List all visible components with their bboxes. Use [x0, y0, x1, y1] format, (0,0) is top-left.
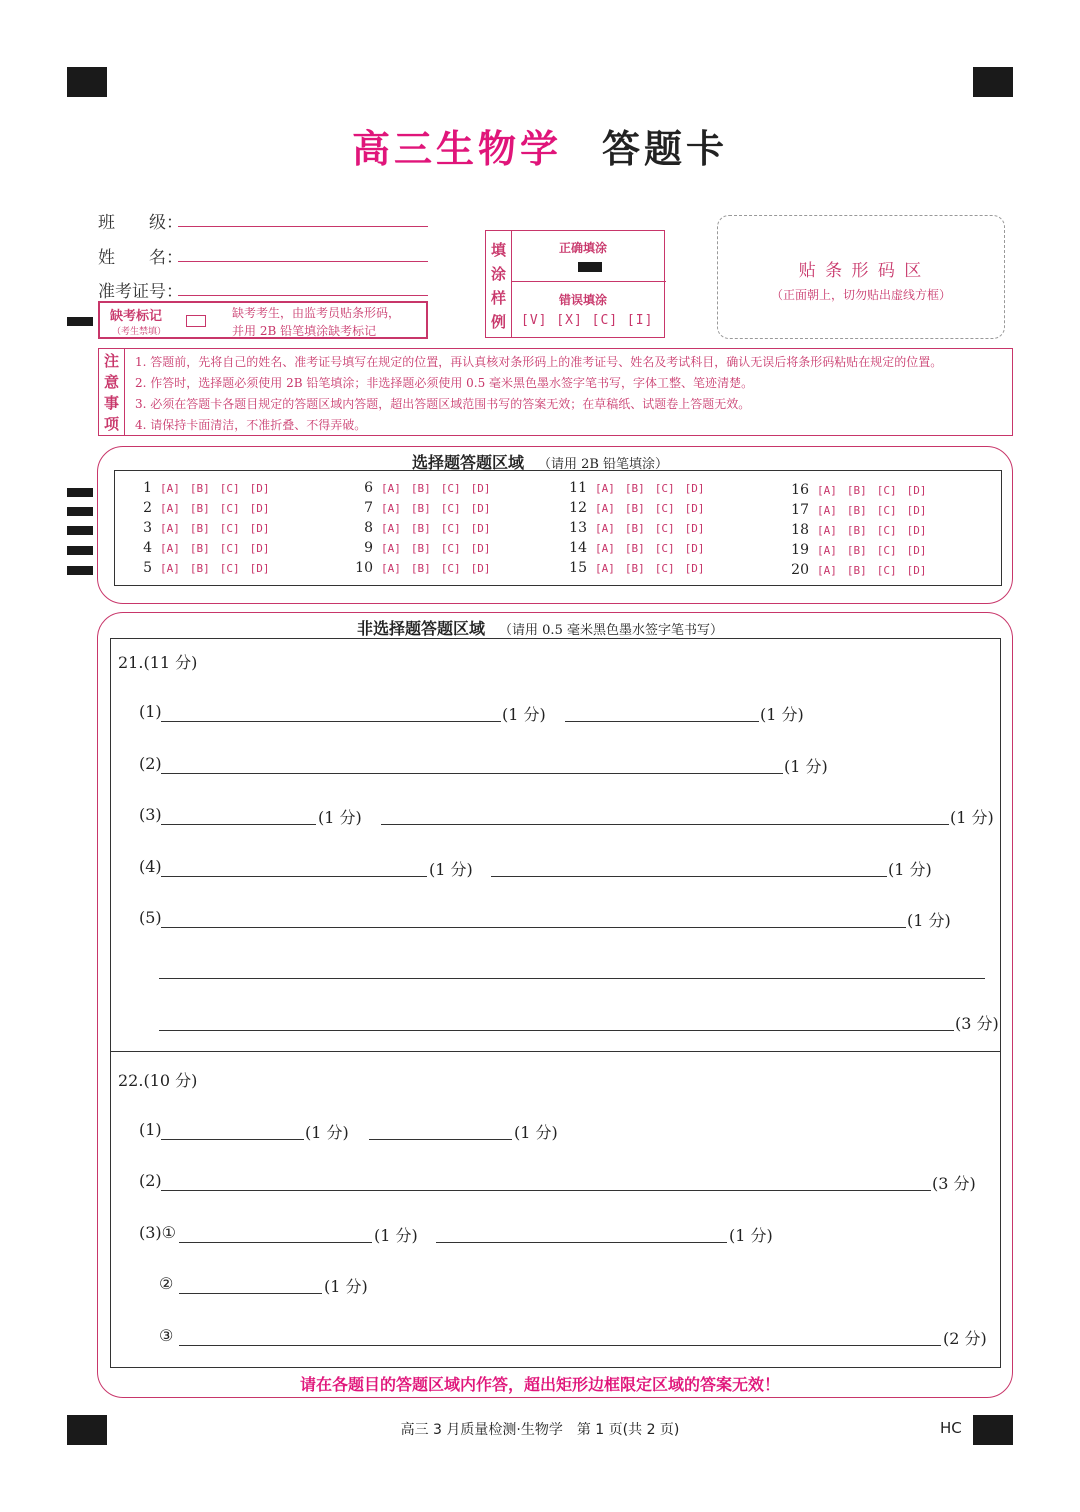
mc-option-bubble[interactable]: [C] — [219, 482, 240, 495]
mc-option-bubble[interactable]: [D] — [906, 504, 927, 517]
mc-question-number: 12 — [569, 500, 587, 516]
note-item-2: 2. 作答时，选择题必须使用 2B 铅笔填涂；非选择题必须使用 0.5 毫米黑色墨水签字笔书写，字体工整、笔迹清楚。 — [135, 376, 754, 390]
mc-option-bubble[interactable]: [B] — [410, 522, 431, 535]
mc-option-bubble[interactable]: [A] — [381, 562, 401, 575]
mc-option-bubble[interactable]: [D] — [906, 564, 927, 577]
mc-option-bubble[interactable]: [C] — [440, 502, 461, 515]
timing-mark — [67, 507, 93, 516]
mc-option-bubble[interactable]: [A] — [595, 562, 615, 575]
q22-3-2-label: ② — [159, 1274, 174, 1293]
q22-3-label: (3)① — [139, 1223, 177, 1242]
mc-option-bubble[interactable]: [B] — [189, 562, 210, 575]
q21-5-answer-1[interactable] — [161, 927, 906, 928]
q21-5-answer-3[interactable] — [159, 1030, 954, 1031]
mc-option-bubble[interactable]: [A] — [381, 482, 401, 495]
registration-mark-top-right — [973, 67, 1013, 97]
sample-side-4: 例 — [491, 313, 507, 331]
class-label: 班 级： — [98, 213, 183, 233]
barcode-note: （正面朝上，切勿贴出虚线方框） — [770, 288, 951, 302]
mc-option-bubble[interactable]: [C] — [654, 542, 675, 555]
registration-mark-top-left — [67, 67, 107, 97]
q22-3-1-answer-b[interactable] — [436, 1242, 727, 1243]
mc-question — [130, 560, 280, 576]
mc-question — [787, 482, 937, 498]
notes-side-char: 意 — [103, 373, 119, 391]
mc-option-bubble[interactable]: [D] — [684, 562, 705, 575]
barcode-area — [717, 215, 1005, 339]
mc-option-bubble[interactable]: [C] — [654, 562, 675, 575]
q22-2-answer[interactable] — [161, 1190, 931, 1191]
mc-question — [565, 480, 715, 496]
mc-question-number: 1 — [143, 480, 152, 496]
mc-option-bubble[interactable]: [B] — [846, 544, 867, 557]
q21-4-answer-a[interactable] — [161, 876, 427, 877]
mc-option-bubble[interactable]: [A] — [160, 542, 180, 555]
correct-fill-sample — [578, 262, 602, 272]
q22-heading: 22.(10 分) — [118, 1071, 198, 1090]
mc-option-bubble[interactable]: [B] — [846, 484, 867, 497]
mc-option-bubble[interactable]: [A] — [381, 522, 401, 535]
mc-option-bubble[interactable]: [A] — [595, 542, 615, 555]
mc-option-bubble[interactable]: [B] — [189, 522, 210, 535]
q22-3-3-label: ③ — [159, 1326, 174, 1345]
q21-5-score-b: (3 分) — [955, 1014, 999, 1033]
barcode-title: 贴 条 形 码 区 — [798, 261, 924, 281]
mc-question — [130, 480, 280, 496]
answer-area-warning: 请在各题目的答题区域内作答，超出矩形边框限定区域的答案无效！ — [299, 1375, 780, 1394]
q21-2-label: (2) — [139, 754, 162, 773]
mc-question — [351, 540, 501, 556]
mc-option-bubble[interactable]: [C] — [876, 564, 897, 577]
mc-option-bubble[interactable]: [B] — [624, 482, 645, 495]
mc-option-bubble[interactable]: [C] — [876, 484, 897, 497]
absent-text-2: 并用 2B 铅笔填涂缺考标记 — [232, 324, 377, 338]
absent-checkbox[interactable] — [186, 315, 206, 327]
correct-fill-label: 正确填涂 — [559, 241, 608, 255]
mc-option-bubble[interactable]: [B] — [624, 522, 645, 535]
mc-option-bubble[interactable]: [D] — [249, 502, 270, 515]
q22-3-2-score: (1 分) — [324, 1277, 368, 1296]
mc-option-bubble[interactable]: [C] — [440, 562, 461, 575]
notes-side-char: 注 — [103, 352, 119, 370]
mc-question — [787, 502, 937, 518]
mc-option-bubble[interactable]: [D] — [470, 542, 491, 555]
fill-sample-box — [485, 230, 665, 338]
q21-1-score-a: (1 分) — [502, 705, 546, 724]
mc-option-bubble[interactable]: [A] — [817, 524, 837, 537]
mc-option-bubble[interactable]: [D] — [906, 484, 927, 497]
absent-label: 缺考标记 — [110, 309, 163, 324]
q21-1-label: (1) — [139, 702, 162, 721]
q21-1-answer-a[interactable] — [161, 721, 501, 722]
q21-4-score-a: (1 分) — [429, 860, 473, 879]
q21-5-score-a: (1 分) — [907, 911, 951, 930]
mc-option-bubble[interactable]: [C] — [876, 524, 897, 537]
exam-id-label: 准考证号： — [98, 282, 183, 302]
mc-option-bubble[interactable]: [D] — [470, 502, 491, 515]
mc-option-bubble[interactable]: [C] — [876, 504, 897, 517]
q21-1-score-b: (1 分) — [760, 705, 804, 724]
sample-side-2: 涂 — [491, 265, 507, 283]
mc-option-bubble[interactable]: [D] — [249, 522, 270, 535]
mc-option-bubble[interactable]: [C] — [219, 542, 240, 555]
mc-option-bubble[interactable]: [A] — [817, 484, 837, 497]
mc-question-number: 9 — [364, 540, 373, 556]
mc-option-bubble[interactable]: [C] — [654, 482, 675, 495]
note-item-4: 4. 请保持卡面清洁，不准折叠、不得弄破。 — [135, 418, 367, 432]
mc-option-bubble[interactable]: [D] — [249, 542, 270, 555]
class-input-line[interactable] — [178, 226, 428, 227]
mc-question-number: 13 — [569, 520, 587, 536]
mc-option-bubble[interactable]: [A] — [381, 542, 401, 555]
mc-option-bubble[interactable]: [B] — [189, 542, 210, 555]
mc-question-number: 19 — [791, 542, 809, 558]
mc-option-bubble[interactable]: [D] — [906, 524, 927, 537]
mc-option-bubble[interactable]: [A] — [595, 482, 615, 495]
q22-3-3-answer[interactable] — [179, 1345, 941, 1346]
mc-option-bubble[interactable]: [D] — [684, 502, 705, 515]
mc-question-number: 5 — [143, 560, 152, 576]
mc-option-bubble[interactable]: [A] — [595, 502, 615, 515]
note-item-3: 3. 必须在答题卡各题目规定的答题区域内答题，超出答题区域范围书写的答案无效；在草稿纸、试题卷上答题无效。 — [135, 397, 751, 411]
mc-question-number: 2 — [143, 500, 152, 516]
q22-1-label: (1) — [139, 1120, 162, 1139]
timing-mark — [67, 317, 93, 326]
answer-title: 非选择题答题区域 — [357, 619, 486, 638]
q22-1-answer-b[interactable] — [369, 1139, 512, 1140]
q21-3-label: (3) — [139, 805, 162, 824]
page-footer: 高三 3 月质量检测·生物学 第 1 页(共 2 页) — [400, 1422, 680, 1438]
mc-option-bubble[interactable]: [D] — [906, 544, 927, 557]
mc-question-number: 8 — [364, 520, 373, 536]
q22-1-score-b: (1 分) — [514, 1123, 558, 1142]
notes-side — [99, 349, 125, 435]
name-input-line[interactable] — [178, 261, 428, 262]
mc-option-bubble[interactable]: [B] — [624, 502, 645, 515]
mc-option-bubble[interactable]: [A] — [817, 504, 837, 517]
absent-sub: （考生禁填） — [112, 327, 167, 337]
card-code: HC — [940, 1419, 962, 1437]
mc-question-number: 4 — [143, 540, 152, 556]
mc-option-bubble[interactable]: [C] — [219, 502, 240, 515]
mc-subtitle: （请用 2B 铅笔填涂） — [537, 457, 669, 472]
q21-2-score: (1 分) — [784, 757, 828, 776]
title-subject: 高三生物学 — [351, 127, 562, 171]
q21-3-score-b: (1 分) — [950, 808, 994, 827]
notes-side-char: 项 — [103, 415, 119, 433]
mc-question — [351, 500, 501, 516]
mc-question — [565, 560, 715, 576]
sample-side-1: 填 — [491, 241, 507, 259]
mc-question-number: 17 — [791, 502, 809, 518]
timing-mark — [67, 546, 93, 555]
sample-side-3: 样 — [491, 289, 507, 307]
mc-question-number: 10 — [355, 560, 373, 576]
mc-option-bubble[interactable]: [A] — [160, 562, 180, 575]
mc-option-bubble[interactable]: [C] — [219, 522, 240, 535]
mc-question-number: 7 — [364, 500, 373, 516]
q21-2-answer[interactable] — [161, 773, 783, 774]
timing-mark — [67, 566, 93, 575]
q21-heading: 21.(11 分) — [118, 653, 198, 672]
mc-option-bubble[interactable]: [D] — [470, 522, 491, 535]
mc-option-bubble[interactable]: [C] — [440, 522, 461, 535]
q22-3-1-score-a: (1 分) — [374, 1226, 418, 1245]
mc-option-bubble[interactable]: [A] — [381, 502, 401, 515]
page-title — [0, 118, 1080, 173]
mc-option-bubble[interactable]: [A] — [817, 544, 837, 557]
mc-option-bubble[interactable]: [D] — [470, 562, 491, 575]
mc-option-bubble[interactable]: [A] — [595, 522, 615, 535]
mc-option-bubble[interactable]: [B] — [846, 564, 867, 577]
q21-4-answer-b[interactable] — [491, 876, 887, 877]
mc-question — [565, 540, 715, 556]
q22-3-1-answer-a[interactable] — [179, 1242, 372, 1243]
mc-question-number: 6 — [364, 480, 373, 496]
notes-side-char: 事 — [103, 394, 119, 412]
title-card: 答题卡 — [602, 126, 729, 171]
exam-id-input-line[interactable] — [178, 295, 428, 296]
q21-1-answer-b[interactable] — [565, 721, 759, 722]
name-label: 姓 名： — [98, 248, 183, 268]
class-field[interactable] — [98, 208, 183, 233]
mc-option-bubble[interactable]: [A] — [817, 564, 837, 577]
mc-option-bubble[interactable]: [A] — [160, 482, 180, 495]
mc-question — [351, 520, 501, 536]
notes-box — [98, 348, 1013, 436]
mc-question-number: 14 — [569, 540, 587, 556]
q21-4-label: (4) — [139, 857, 162, 876]
mc-option-bubble[interactable]: [C] — [654, 522, 675, 535]
name-field[interactable] — [98, 243, 183, 268]
mc-question-number: 15 — [569, 560, 587, 576]
mc-option-bubble[interactable]: [B] — [624, 542, 645, 555]
mc-question — [787, 562, 937, 578]
absent-mark-box — [98, 301, 428, 339]
answer-subtitle: （请用 0.5 毫米黑色墨水签字笔书写） — [499, 623, 723, 638]
mc-option-bubble[interactable]: [A] — [160, 522, 180, 535]
q21-5-answer-2[interactable] — [159, 978, 985, 979]
mc-option-bubble[interactable]: [C] — [219, 562, 240, 575]
mc-option-bubble[interactable]: [D] — [249, 482, 270, 495]
q22-2-label: (2) — [139, 1171, 162, 1190]
q22-3-3-score: (2 分) — [943, 1329, 987, 1348]
question-divider — [110, 1051, 1001, 1052]
mc-option-bubble[interactable]: [D] — [470, 482, 491, 495]
mc-option-bubble[interactable]: [B] — [189, 502, 210, 515]
q22-1-score-a: (1 分) — [305, 1123, 349, 1142]
mc-question — [130, 540, 280, 556]
mc-option-bubble[interactable]: [B] — [189, 482, 210, 495]
wrong-fill-samples: [V] [X] [C] [I] — [521, 313, 654, 328]
q21-4-score-b: (1 分) — [888, 860, 932, 879]
mc-option-bubble[interactable]: [C] — [440, 482, 461, 495]
mc-question-number: 3 — [143, 520, 152, 536]
mc-option-bubble[interactable]: [B] — [846, 524, 867, 537]
q22-3-2-answer[interactable] — [179, 1293, 322, 1294]
mc-option-bubble[interactable]: [D] — [684, 542, 705, 555]
mc-question — [787, 522, 937, 538]
timing-mark — [67, 488, 93, 497]
timing-mark — [67, 526, 93, 535]
exam-id-field[interactable] — [98, 277, 183, 302]
q21-3-answer-b[interactable] — [381, 824, 949, 825]
mc-question-number: 20 — [791, 562, 809, 578]
q21-5-label: (5) — [139, 908, 162, 927]
mc-option-bubble[interactable]: [D] — [684, 522, 705, 535]
q21-3-score-a: (1 分) — [318, 808, 362, 827]
mc-title: 选择题答题区域 — [411, 453, 524, 472]
mc-option-bubble[interactable]: [B] — [624, 562, 645, 575]
mc-option-bubble[interactable]: [A] — [160, 502, 180, 515]
mc-option-bubble[interactable]: [C] — [876, 544, 897, 557]
q21-3-answer-a[interactable] — [161, 824, 316, 825]
mc-question-number: 18 — [791, 522, 809, 538]
mc-question — [565, 520, 715, 536]
mc-question — [351, 560, 501, 576]
q22-3-1-score-b: (1 分) — [729, 1226, 773, 1245]
mc-option-bubble[interactable]: [B] — [410, 482, 431, 495]
q22-2-score: (3 分) — [932, 1174, 976, 1193]
answer-section-title — [0, 616, 1080, 639]
mc-option-bubble[interactable]: [B] — [846, 504, 867, 517]
note-item-1: 1. 答题前，先将自己的姓名、准考证号填写在规定的位置，再认真核对条形码上的准考证号、姓名及考试科目，确认无误后将条形码粘贴在规定的位置。 — [135, 355, 943, 369]
mc-option-bubble[interactable]: [C] — [440, 542, 461, 555]
mc-option-bubble[interactable]: [D] — [249, 562, 270, 575]
absent-text-1: 缺考考生，由监考员贴条形码， — [232, 306, 401, 320]
mc-question — [565, 500, 715, 516]
answer-frame — [110, 638, 1001, 1368]
mc-option-bubble[interactable]: [B] — [410, 542, 431, 555]
mc-option-bubble[interactable]: [D] — [684, 482, 705, 495]
mc-question — [787, 542, 937, 558]
q22-1-answer-a[interactable] — [161, 1139, 304, 1140]
mc-option-bubble[interactable]: [C] — [654, 502, 675, 515]
wrong-fill-label: 错误填涂 — [559, 293, 608, 307]
mc-question — [130, 500, 280, 516]
mc-question-number: 16 — [791, 482, 809, 498]
mc-option-bubble[interactable]: [B] — [410, 562, 431, 575]
mc-option-bubble[interactable]: [B] — [410, 502, 431, 515]
mc-question — [130, 520, 280, 536]
mc-question-number: 11 — [569, 480, 587, 496]
mc-question — [351, 480, 501, 496]
